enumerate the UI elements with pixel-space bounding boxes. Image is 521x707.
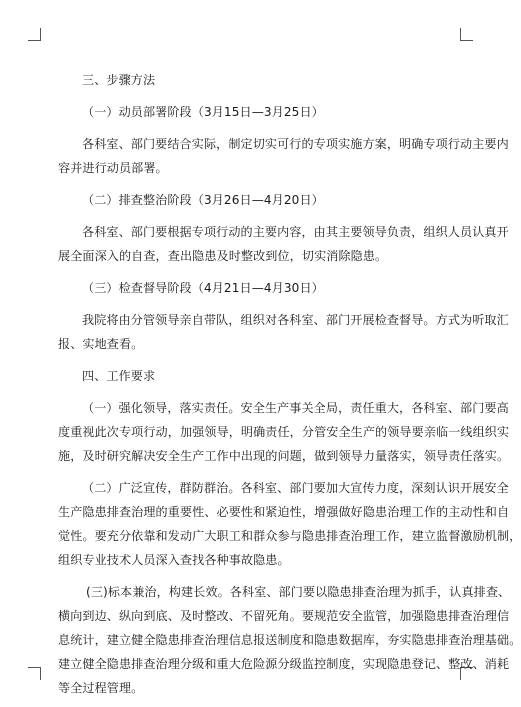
- paragraph-line: 报、实地查看。: [58, 337, 144, 351]
- paragraph-line: （三）检查督导阶段（4月21日—4月30日）: [82, 281, 324, 295]
- paragraph: [58, 100, 448, 124]
- paragraph-line: 四、工作要求: [82, 369, 156, 383]
- crop-mark-top-left: [28, 28, 41, 41]
- paragraph-gap: [58, 572, 448, 580]
- paragraph: [58, 188, 448, 212]
- paragraph-line: （一）动员部署阶段（3月15日—3月25日）: [82, 105, 324, 119]
- paragraph-line: 各科室、部门要结合实际，制定切实可行的专项实施方案，明确专项行动主要内: [82, 137, 509, 151]
- paragraph-line: 三、步骤方法: [82, 73, 156, 87]
- paragraph-gap: [58, 92, 448, 100]
- paragraph-gap: [58, 180, 448, 188]
- paragraph-line: (三)标本兼治，构建长效。各科室、部门要以隐患排查治理为抓手，认真排查、: [86, 585, 511, 599]
- paragraph-line: 生产隐患排查治理的重要性、必要性和紧迫性，增强做好隐患治理工作的主动性和自: [58, 505, 510, 519]
- paragraph-line: 施，及时研究解决安全生产工作中出现的问题，做到领导力量落实，领导责任落实。: [58, 449, 510, 463]
- paragraph-gap: [58, 468, 448, 476]
- paragraph-line: 建立健全隐患排查治理分级和重大危险源分级监控制度，实现隐患登记、整改、消耗: [58, 657, 510, 671]
- paragraph-gap: [58, 388, 448, 396]
- paragraph-gap: [58, 124, 448, 132]
- document-body: [58, 68, 521, 700]
- paragraph-gap: [58, 268, 448, 276]
- paragraph-line: 我院将由分管领导亲自带队，组织对各科室、部门开展检查督导。方式为听取汇: [82, 313, 509, 327]
- paragraph: [58, 396, 510, 468]
- paragraph-line: 横向到边、纵向到底、及时整改、不留死角。要规范安全监管，加强隐患排查治理信: [58, 609, 510, 623]
- paragraph-gap: [58, 300, 448, 308]
- paragraph-line: 度重视此次专项行动，加强领导，明确责任，分管安全生产的领导要亲临一线组织实: [58, 425, 510, 439]
- paragraph-gap: [58, 212, 448, 220]
- crop-mark-bottom-left: [28, 667, 41, 680]
- paragraph-line: 息统计，建立健全隐患排查治理信息报送制度和隐患数据库，夯实隐患排查治理基础。: [58, 633, 521, 647]
- paragraph-line: 容并进行动员部署。: [58, 161, 168, 175]
- paragraph-line: 觉性。要充分依靠和发动广大职工和群众参与隐患排查治理工作，建立监督激励机制，: [58, 529, 521, 543]
- paragraph-line: （二）广泛宣传，群防群治。各科室、部门要加大宣传力度，深刻认识开展安全: [82, 481, 509, 495]
- paragraph-line: 各科室、部门要根据专项行动的主要内容，由其主要领导负责，组织人员认真开: [82, 225, 509, 239]
- paragraph-gap: [58, 356, 448, 364]
- crop-mark-top-right: [460, 28, 473, 41]
- paragraph: [58, 580, 521, 700]
- paragraph: [58, 276, 448, 300]
- paragraph: [58, 476, 521, 572]
- paragraph: [58, 364, 448, 388]
- paragraph: [58, 220, 509, 268]
- paragraph: [58, 132, 509, 180]
- paragraph-line: 等全过程管理。: [58, 681, 144, 695]
- paragraph-line: （一）强化领导，落实责任。安全生产事关全局，责任重大，各科室、部门要高: [82, 401, 509, 415]
- paragraph: [58, 68, 448, 92]
- paragraph-line: （二）排查整治阶段（3月26日—4月20日）: [82, 193, 324, 207]
- paragraph-line: 组织专业技术人员深入查找各种事故隐患。: [58, 553, 290, 567]
- paragraph-line: 展全面深入的自查，查出隐患及时整改到位，切实消除隐患。: [58, 249, 388, 263]
- paragraph: [58, 308, 509, 356]
